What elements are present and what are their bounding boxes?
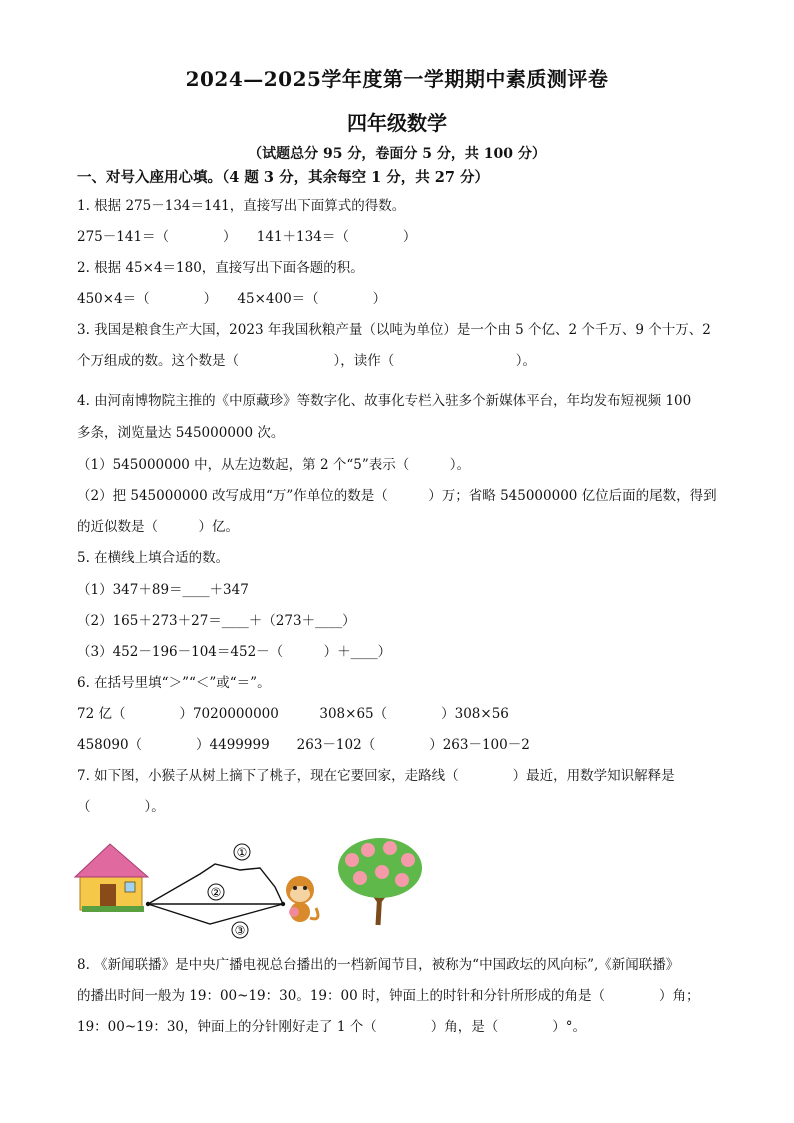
q4-part2-cont: 的近似数是（ ）亿。 — [77, 519, 239, 535]
q3-stem: 3. 我国是粮食生产大国，2023 年我国秋粮产量（以吨为单位）是一个由 5 个亿、2 个千万、9 个十万、2 — [77, 322, 711, 338]
q6-row1: 72 亿（ ）7020000000 308×65（ ）308×56 — [77, 706, 509, 722]
q4-stem-cont: 多条，浏览量达 545000000 次。 — [77, 425, 285, 441]
route-label-text-3: ③ — [234, 923, 246, 938]
q2-blanks: 450×4＝（ ） 45×400＝（ ） — [77, 291, 387, 307]
q7-stem: 7. 如下图，小猴子从树上摘下了桃子，现在它要回家，走路线（ ）最近，用数学知识解释是 — [77, 768, 675, 784]
q8-stem-cont: 的播出时间一般为 19：00~19：30。19：00 时，钟面上的时针和分针所形成的角是（ ）角； — [77, 988, 700, 1004]
route-label-text-2: ② — [210, 885, 222, 900]
section-heading: 一、对号入座用心填。（4 题 3 分，其余每空 1 分，共 27 分） — [77, 169, 490, 186]
q4-part2: （2）把 545000000 改写成用“万”作单位的数是（ ）万；省略 545000000 亿位后面的尾数，得到 — [77, 488, 717, 504]
peach-tree-icon — [330, 830, 430, 930]
q8-stem: 8. 《新闻联播》是中央广播电视总台播出的一档新闻节目，被称为“中国政坛的风向标”,《新闻联播》 — [77, 957, 680, 973]
route-label-text-1: ① — [236, 845, 248, 860]
q7-stem-cont: （ ）。 — [77, 799, 165, 815]
house-icon — [75, 844, 148, 912]
q1-stem: 1. 根据 275－134＝141，直接写出下面算式的得数。 — [77, 198, 406, 214]
monkey-icon — [286, 876, 318, 922]
q1-blanks: 275－141＝（ ） 141＋134＝（ ） — [77, 229, 417, 245]
q6-stem: 6. 在括号里填“＞”“＜”或“＝”。 — [77, 675, 271, 691]
q8-stem-end: 19：00~19：30，钟面上的分针刚好走了 1 个（ ）角，是（ ）°。 — [77, 1019, 586, 1035]
q2-stem: 2. 根据 45×4＝180，直接写出下面各题的积。 — [77, 260, 364, 276]
exam-subtitle: 四年级数学 — [347, 111, 447, 135]
exam-title: 2024—2025学年度第一学期期中素质测评卷 — [185, 67, 609, 91]
q6-row2: 458090（ ）4499999 263－102（ ）263－100－2 — [77, 737, 530, 753]
q3-stem-cont: 个万组成的数。这个数是（ ），读作（ ）。 — [77, 353, 536, 369]
q5-stem: 5. 在横线上填合适的数。 — [77, 550, 230, 566]
q5-part1: （1）347＋89＝____＋347 — [77, 582, 249, 598]
q4-stem: 4. 由河南博物院主推的《中原藏珍》等数字化、故事化专栏入驻多个新媒体平台，年均发布短视频 100 — [77, 393, 692, 409]
q5-part2: （2）165＋273＋27＝____＋（273＋____） — [77, 613, 356, 629]
score-note: （试题总分 95 分，卷面分 5 分，共 100 分） — [248, 146, 546, 162]
q4-part1: （1）545000000 中，从左边数起，第 2 个“5”表示（ ）。 — [77, 457, 470, 473]
q5-part3: （3）452－196－104＝452－（ ）＋____） — [77, 644, 392, 660]
